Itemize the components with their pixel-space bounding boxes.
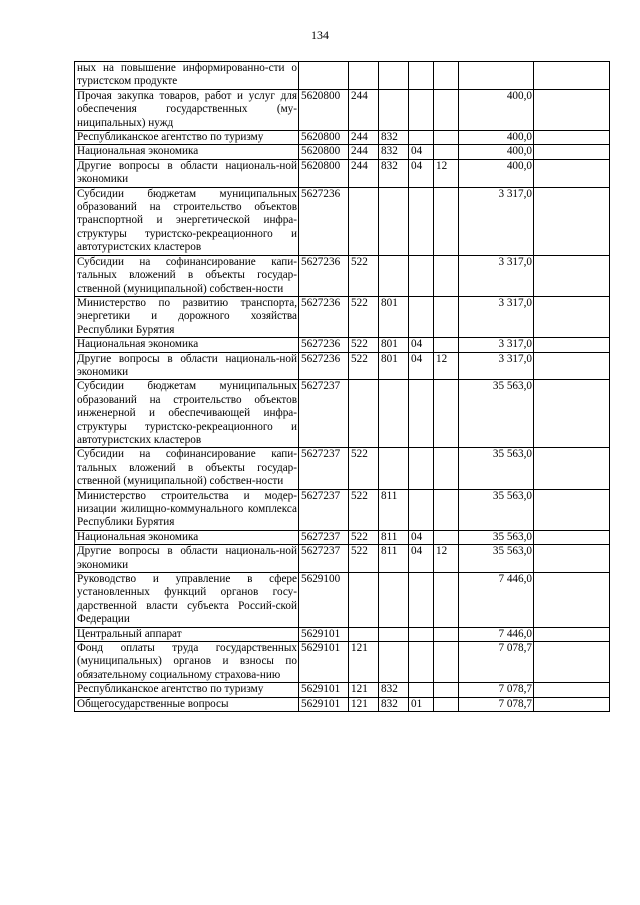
row-subsection: 12: [434, 545, 459, 573]
row-section: [409, 489, 434, 530]
row-extra-cell: [534, 448, 610, 489]
row-section: [409, 255, 434, 296]
row-admin-code: 811: [379, 530, 409, 544]
row-admin-code: 801: [379, 352, 409, 380]
row-name: Субсидии бюджетам муниципальных образований на строительство объектов инженерной и обеспечивающей инфра-структуры туристско-рекреационного и автотуристских кластеров: [75, 380, 299, 448]
row-admin-code: 801: [379, 338, 409, 352]
row-expense-type: 522: [349, 448, 379, 489]
row-expense-type: 522: [349, 530, 379, 544]
row-admin-code: 832: [379, 145, 409, 159]
row-amount: 35 563,0: [459, 448, 534, 489]
row-amount: 7 078,7: [459, 697, 534, 711]
row-target-code: 5620800: [299, 159, 349, 187]
row-extra-cell: [534, 697, 610, 711]
row-subsection: [434, 697, 459, 711]
table-row: [75, 448, 610, 489]
row-extra-cell: [534, 489, 610, 530]
row-name: Субсидии на софинансирование капи-тальных вложений в объекты государ-ственной (муниципальной) собствен-ности: [75, 448, 299, 489]
row-section: [409, 89, 434, 130]
row-admin-code: [379, 89, 409, 130]
row-extra-cell: [534, 683, 610, 697]
row-expense-type: [349, 627, 379, 641]
row-name: Руководство и управление в сфере установленных функций органов госу-дарственной власти субъекта Россий-ской Федерации: [75, 573, 299, 628]
row-expense-type: [349, 573, 379, 628]
row-admin-code: 832: [379, 131, 409, 145]
row-target-code: 5627236: [299, 255, 349, 296]
row-name: Центральный аппарат: [75, 627, 299, 641]
row-section: [409, 380, 434, 448]
row-expense-type: 121: [349, 683, 379, 697]
row-expense-type: [349, 62, 379, 90]
row-target-code: 5627236: [299, 352, 349, 380]
table-row: [75, 145, 610, 159]
row-target-code: 5627237: [299, 448, 349, 489]
row-expense-type: [349, 380, 379, 448]
row-target-code: 5627237: [299, 530, 349, 544]
row-name: Национальная экономика: [75, 530, 299, 544]
row-amount: 3 317,0: [459, 255, 534, 296]
row-target-code: 5627236: [299, 296, 349, 337]
table-row: [75, 530, 610, 544]
row-target-code: 5620800: [299, 131, 349, 145]
row-amount: [459, 62, 534, 90]
row-target-code: 5627237: [299, 489, 349, 530]
row-amount: 7 078,7: [459, 683, 534, 697]
row-section: [409, 296, 434, 337]
row-name: Другие вопросы в области националь-ной экономики: [75, 159, 299, 187]
row-extra-cell: [534, 159, 610, 187]
table-row: [75, 338, 610, 352]
row-amount: 35 563,0: [459, 545, 534, 573]
row-admin-code: [379, 642, 409, 683]
row-target-code: 5629101: [299, 642, 349, 683]
row-admin-code: 811: [379, 489, 409, 530]
row-extra-cell: [534, 352, 610, 380]
row-expense-type: 522: [349, 296, 379, 337]
row-section: [409, 187, 434, 255]
row-subsection: [434, 89, 459, 130]
row-expense-type: 522: [349, 338, 379, 352]
row-section: [409, 642, 434, 683]
row-section: 04: [409, 530, 434, 544]
row-expense-type: 121: [349, 642, 379, 683]
row-extra-cell: [534, 255, 610, 296]
row-amount: 3 317,0: [459, 352, 534, 380]
row-admin-code: [379, 255, 409, 296]
row-section: 04: [409, 352, 434, 380]
row-extra-cell: [534, 89, 610, 130]
row-admin-code: 832: [379, 697, 409, 711]
row-section: [409, 573, 434, 628]
row-admin-code: [379, 448, 409, 489]
table-row: [75, 683, 610, 697]
page-number: 134: [311, 28, 329, 42]
row-expense-type: 522: [349, 489, 379, 530]
row-name: Министерство строительства и модер-низации жилищно-коммунального комплекса Республики Бурятия: [75, 489, 299, 530]
row-subsection: 12: [434, 352, 459, 380]
row-name: Другие вопросы в области националь-ной экономики: [75, 545, 299, 573]
row-expense-type: 522: [349, 255, 379, 296]
row-name: Субсидии бюджетам муниципальных образований на строительство объектов транспортной и энергетической инфра-структуры туристско-рекреационного и автотуристских кластеров: [75, 187, 299, 255]
table-row: [75, 131, 610, 145]
row-name: Национальная экономика: [75, 145, 299, 159]
row-name: ных на повышение информированно-сти о туристском продукте: [75, 62, 299, 90]
row-admin-code: 811: [379, 545, 409, 573]
row-name: Министерство по развитию транспорта, энергетики и дорожного хозяйства Республики Бурятия: [75, 296, 299, 337]
row-name: Прочая закупка товаров, работ и услуг для обеспечения государственных (му-ниципальных) нужд: [75, 89, 299, 130]
table-row: [75, 352, 610, 380]
row-name: Другие вопросы в области националь-ной экономики: [75, 352, 299, 380]
row-admin-code: 832: [379, 159, 409, 187]
table-row: [75, 255, 610, 296]
row-subsection: 12: [434, 159, 459, 187]
row-target-code: 5629101: [299, 697, 349, 711]
row-target-code: 5627237: [299, 380, 349, 448]
row-amount: 3 317,0: [459, 296, 534, 337]
row-extra-cell: [534, 545, 610, 573]
row-admin-code: [379, 187, 409, 255]
row-admin-code: [379, 62, 409, 90]
row-extra-cell: [534, 145, 610, 159]
row-name: Республиканское агентство по туризму: [75, 131, 299, 145]
row-subsection: [434, 145, 459, 159]
row-extra-cell: [534, 296, 610, 337]
row-subsection: [434, 642, 459, 683]
row-extra-cell: [534, 380, 610, 448]
table-row: [75, 62, 610, 90]
row-name: Субсидии на софинансирование капи-тальных вложений в объекты государ-ственной (муниципальной) собствен-ности: [75, 255, 299, 296]
row-target-code: [299, 62, 349, 90]
row-name: Общегосударственные вопросы: [75, 697, 299, 711]
row-admin-code: 832: [379, 683, 409, 697]
row-amount: 7 446,0: [459, 627, 534, 641]
row-subsection: [434, 62, 459, 90]
row-section: 01: [409, 697, 434, 711]
row-extra-cell: [534, 187, 610, 255]
row-section: 04: [409, 338, 434, 352]
row-amount: 400,0: [459, 89, 534, 130]
row-extra-cell: [534, 573, 610, 628]
row-section: [409, 683, 434, 697]
row-subsection: [434, 683, 459, 697]
table-body: [75, 62, 610, 712]
row-subsection: [434, 489, 459, 530]
row-admin-code: [379, 380, 409, 448]
row-target-code: 5629101: [299, 683, 349, 697]
row-section: 04: [409, 545, 434, 573]
row-target-code: 5620800: [299, 145, 349, 159]
table-row: [75, 380, 610, 448]
row-target-code: 5629100: [299, 573, 349, 628]
row-expense-type: [349, 187, 379, 255]
row-amount: 3 317,0: [459, 187, 534, 255]
row-amount: 3 317,0: [459, 338, 534, 352]
row-extra-cell: [534, 530, 610, 544]
row-admin-code: 801: [379, 296, 409, 337]
table-row: [75, 187, 610, 255]
row-subsection: [434, 255, 459, 296]
table-row: [75, 573, 610, 628]
row-admin-code: [379, 627, 409, 641]
row-amount: 400,0: [459, 145, 534, 159]
row-expense-type: 522: [349, 352, 379, 380]
row-extra-cell: [534, 642, 610, 683]
row-name: Национальная экономика: [75, 338, 299, 352]
row-expense-type: 244: [349, 145, 379, 159]
row-section: [409, 131, 434, 145]
row-subsection: [434, 627, 459, 641]
row-amount: 35 563,0: [459, 489, 534, 530]
row-section: [409, 62, 434, 90]
table-row: [75, 627, 610, 641]
table-row: [75, 159, 610, 187]
row-expense-type: 244: [349, 131, 379, 145]
table-row: [75, 697, 610, 711]
row-section: [409, 448, 434, 489]
row-target-code: 5627237: [299, 545, 349, 573]
row-admin-code: [379, 573, 409, 628]
row-target-code: 5627236: [299, 338, 349, 352]
row-subsection: [434, 573, 459, 628]
row-subsection: [434, 530, 459, 544]
row-extra-cell: [534, 131, 610, 145]
row-subsection: [434, 448, 459, 489]
row-amount: 400,0: [459, 131, 534, 145]
row-target-code: 5629101: [299, 627, 349, 641]
row-expense-type: 244: [349, 89, 379, 130]
row-extra-cell: [534, 62, 610, 90]
row-name: Республиканское агентство по туризму: [75, 683, 299, 697]
row-extra-cell: [534, 338, 610, 352]
row-subsection: [434, 338, 459, 352]
row-target-code: 5620800: [299, 89, 349, 130]
table-row: [75, 545, 610, 573]
row-amount: 35 563,0: [459, 380, 534, 448]
row-extra-cell: [534, 627, 610, 641]
row-subsection: [434, 380, 459, 448]
table-row: [75, 642, 610, 683]
table-row: [75, 296, 610, 337]
row-amount: 7 446,0: [459, 573, 534, 628]
budget-table: [74, 61, 610, 712]
row-amount: 7 078,7: [459, 642, 534, 683]
row-subsection: [434, 131, 459, 145]
row-subsection: [434, 296, 459, 337]
row-section: 04: [409, 159, 434, 187]
row-target-code: 5627236: [299, 187, 349, 255]
row-amount: 400,0: [459, 159, 534, 187]
row-amount: 35 563,0: [459, 530, 534, 544]
table-row: [75, 89, 610, 130]
row-section: 04: [409, 145, 434, 159]
row-section: [409, 627, 434, 641]
row-expense-type: 522: [349, 545, 379, 573]
table-row: [75, 489, 610, 530]
row-subsection: [434, 187, 459, 255]
row-expense-type: 121: [349, 697, 379, 711]
row-name: Фонд оплаты труда государственных (муниципальных) органов и взносы по обязательному социальному страхова-нию: [75, 642, 299, 683]
row-expense-type: 244: [349, 159, 379, 187]
